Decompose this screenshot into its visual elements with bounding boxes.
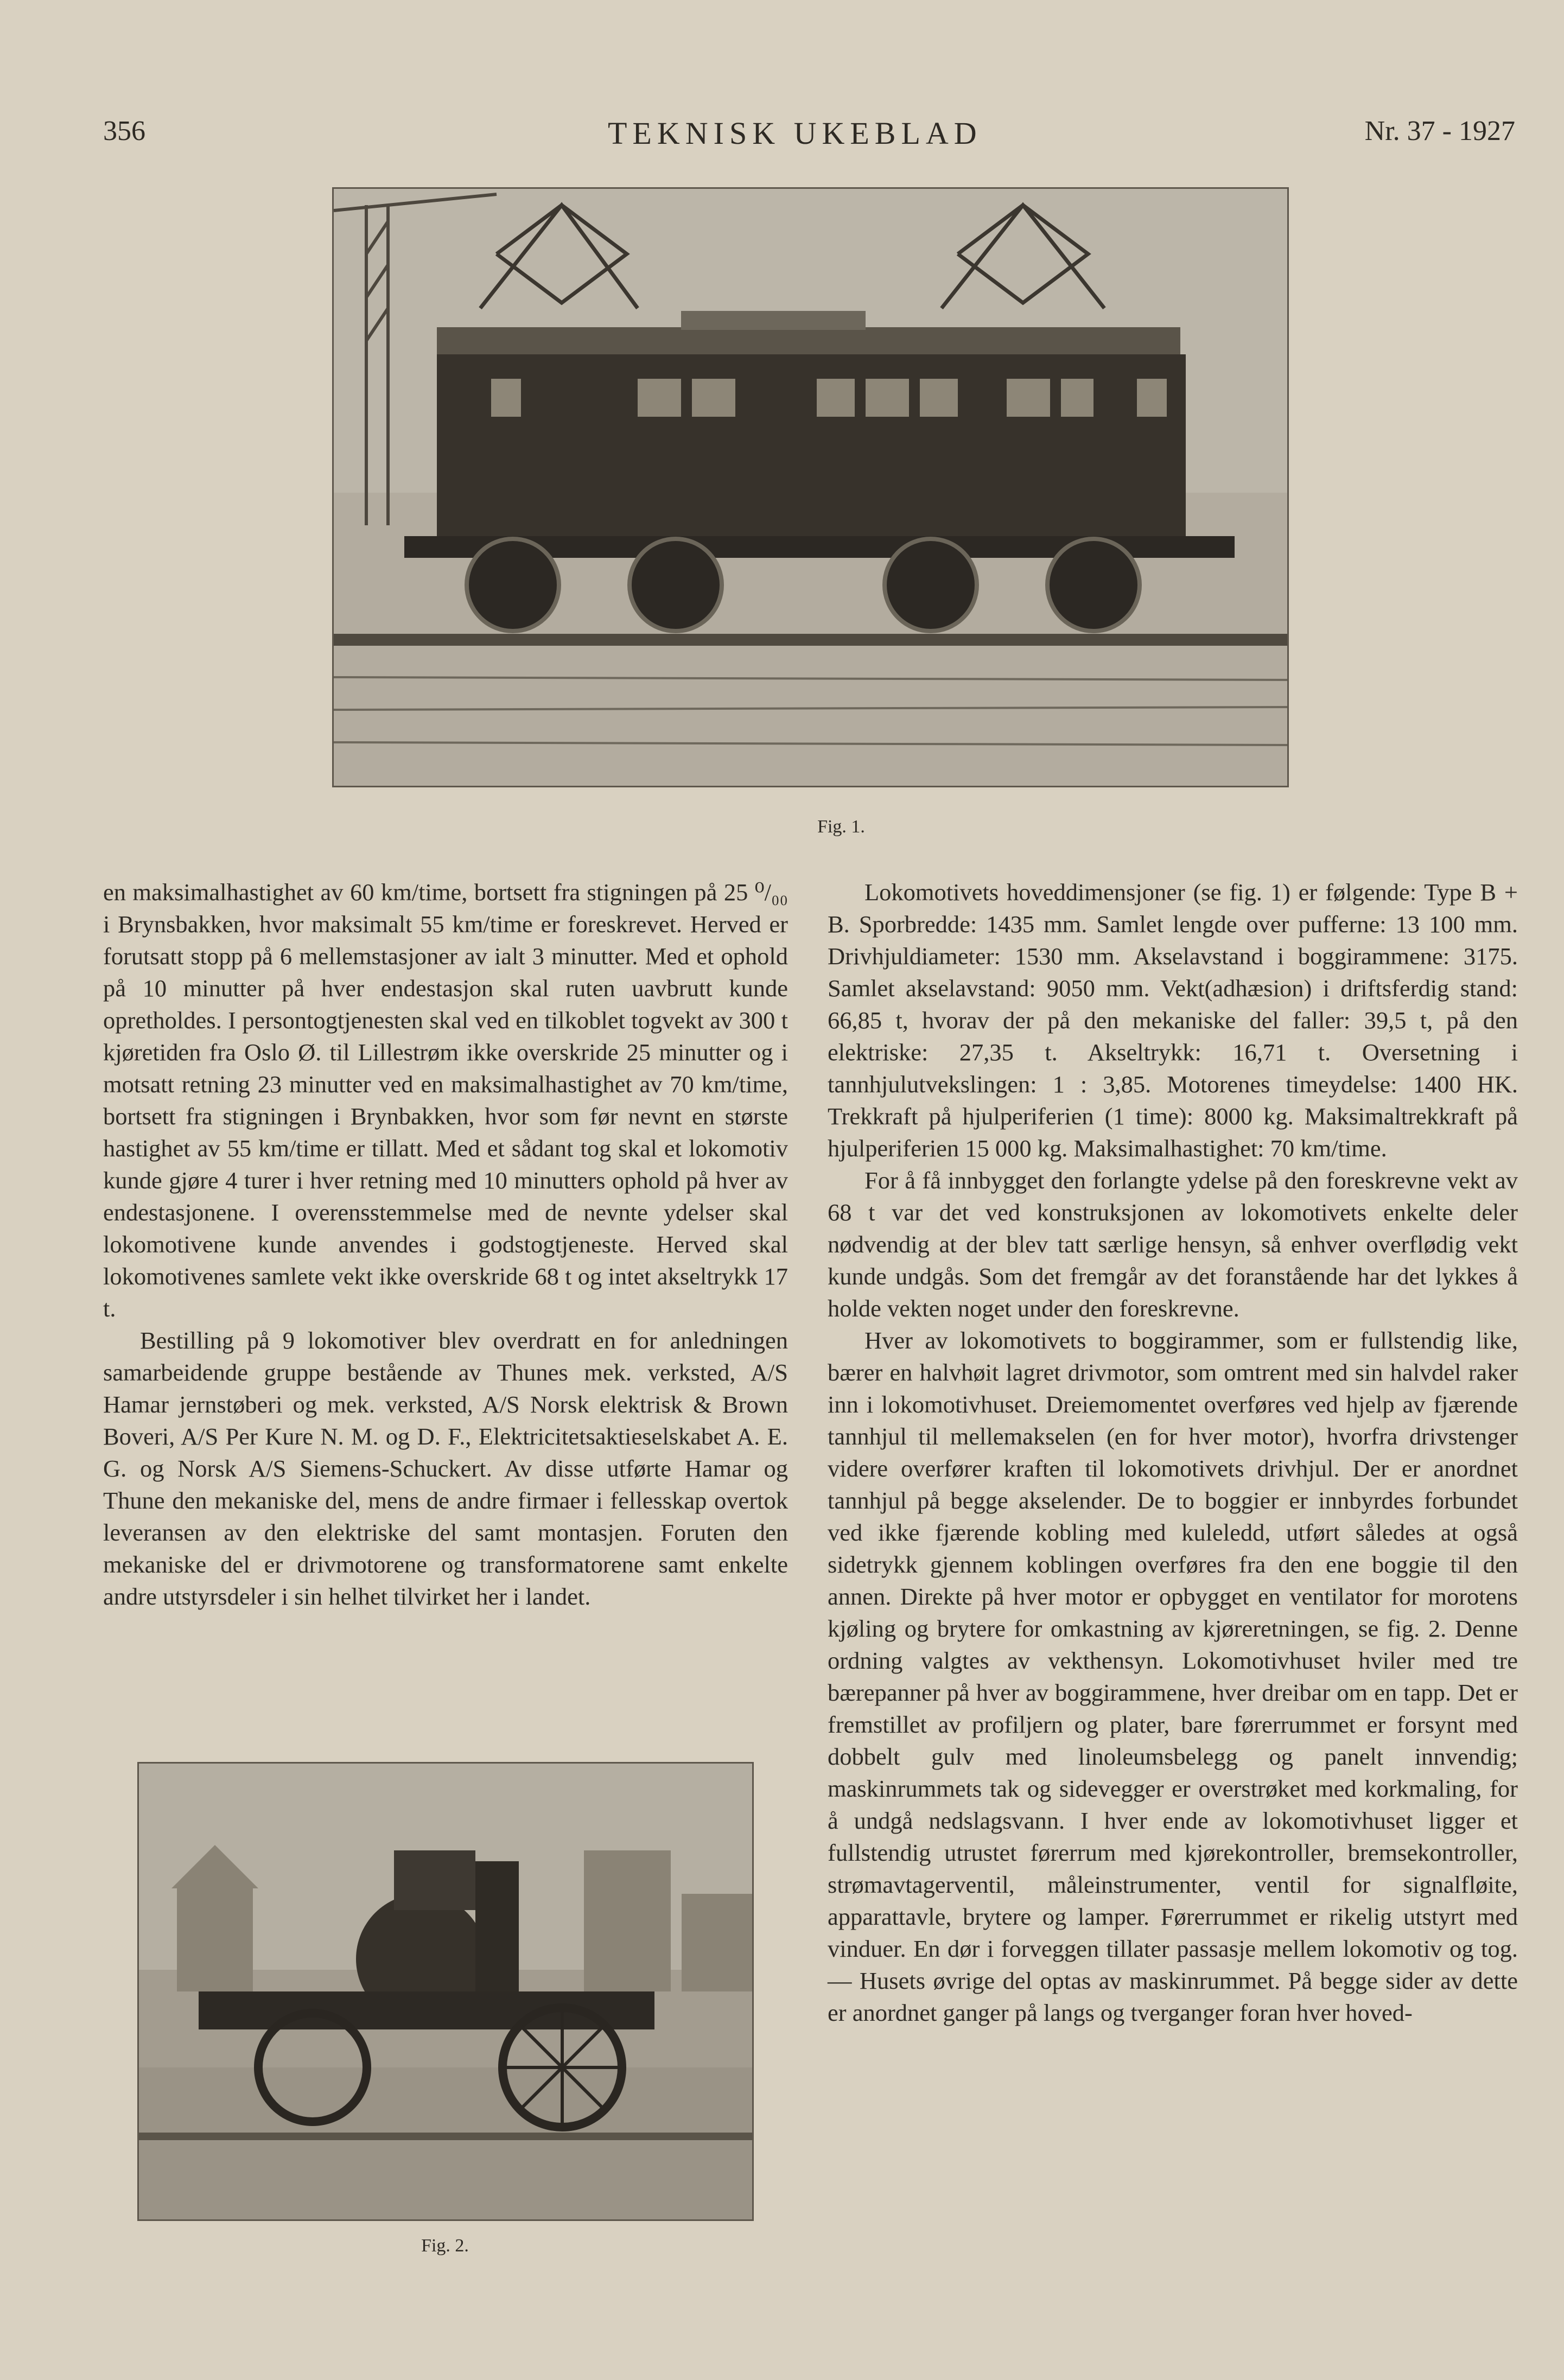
- figure-2-caption: Fig. 2.: [421, 2236, 469, 2256]
- bogie-illustration: [139, 1764, 752, 2219]
- left-paragraph-2: Bestilling på 9 lokomotiver blev overdratt en for anledningen samarbeidende gruppe bestående av Thunes mek. verksted, A/S Hamar jernstøberi og mek. verksted, A/S Norsk elektrisk & Brown Boveri, A/S Per Kure N. M. og D. F., Elektricitetsaktieselskabet A. E. G. og Norsk A/S Siemens-Schuckert. Av disse utførte Hamar og Thune den mekaniske del, mens de andre firmaer i fellesskap overtok leveransen av den elektriske del samt montasjen. Foruten den mekaniske del er drivmotorene og transformatorene samt enkelte andre utstyrsdeler i sin helhet tilvirket her i landet.: [103, 1327, 788, 1610]
- figure-1-caption: Fig. 1.: [817, 817, 865, 837]
- locomotive-photo: [332, 187, 1289, 787]
- right-column: [828, 876, 1518, 2029]
- right-paragraph-1: Lokomotivets hoveddimensjoner (se fig. 1) er følgende: Type B + B. Sporbredde: 1435 mm. Samlet lengde over pufferne: 13 100 mm. Drivhjuldiameter: 1530 mm. Akselavstand i boggirammene: 3175. Samlet akselavstand: 9050 mm. Vekt(adhæsion) i driftsferdig stand: 66,85 t, hvorav der på den mekaniske del faller: 39,5 t, på den elektriske: 27,35 t. Akseltrykk: 16,71 t. Oversetning i tannhjulutvekslingen: 1 : 3,85. Motorenes timeydelse: 1400 HK. Trekkraft på hjulperiferien (1 time): 8000 kg. Maksimaltrekkraft på hjulperiferien 15 000 kg. Maksimalhastighet: 70 km/time.: [828, 879, 1518, 1162]
- left-column: [103, 876, 788, 1613]
- locomotive-illustration: [334, 189, 1287, 786]
- left-paragraph-1: en maksimalhastighet av 60 km/time, bortsett fra stigningen på 25 ⁰/₀₀ i Brynsbakken, hvor maksimalt 55 km/time er foreskrevet. Herved er forutsatt stopp på 6 mellemstasjoner av ialt 3 minutter. Med et ophold på 10 minutter på hver endestasjon skal ruten uavbrutt kunde opretholdes. I persontogtjenesten skal ved en tilkoblet togvekt av 300 t kjøretiden fra Oslo Ø. til Lillestrøm ikke overskride 25 minutter og i motsatt retning 23 minutter ved en maksimalhastighet av 70 km/time, bortsett fra stigningen i Brynbakken, hvor som før nevnt en største hastighet av 55 km/time er tillatt. Med et sådant tog skal et lokomotiv kunde gjøre 4 turer i hver retning med 10 minutters ophold på hver av endestasjonene. I overensstemmelse med de nevnte ydelser skal lokomotivene kunde anvendes i godstogtjeneste. Herved skal lokomotivenes samlete vekt ikke overskride 68 t og intet akseltrykk 17 t.: [103, 879, 788, 1322]
- right-paragraph-2: For å få innbygget den forlangte ydelse på den foreskrevne vekt av 68 t var det ved konstruksjonen av lokomotivets enkelte deler nødvendig at der blev tatt særlige hensyn, så enhver overflødig vekt kunde undgås. Som det fremgår av det foranstående har det lykkes å holde vekten noget under den foreskrevne.: [828, 1167, 1518, 1322]
- issue-number: Nr. 37 - 1927: [1364, 116, 1515, 147]
- running-header: [103, 115, 1515, 153]
- page-number: 356: [103, 116, 145, 147]
- right-paragraph-3: Hver av lokomotivets to boggirammer, som er fullstendig like, bærer en halvhøit lagret drivmotor, som omtrent med sin halvdel raker inn i lokomotivhuset. Dreiemomentet overføres ved hjelp av fjærende tannhjul til mellemakselen (en for hver motor), hvorfra drivstenger videre overfører kraften til lokomotivets drivhjul. Der er anordnet tannhjul på begge akselender. De to boggier er innbyrdes forbundet ved ikke fjærende kobling med kuleledd, utført således at også sidetrykk gjennem koblingen overføres fra den ene boggie til den annen. Direkte på hver motor er opbygget en ventilator for morotens kjøling og brytere for omkastning av kjøreretningen, se fig. 2. Denne ordning valgtes av vekthensyn. Lokomotivhuset hviler med tre bærepanner på hver av boggirammene, hver dreibar om en tapp. Det er fremstillet av profiljern og plater, bare førerrummet er forsynt med dobbelt gulv med linoleumsbelegg og panelt innvendig; maskinrummets tak og sidevegger er overstrøket med korkmaling, for å undgå nedslagsvann. I hver ende av lokomotivhuset ligger et fullstendig utrustet førerrum med kjørekontroller, bremsekontroller, strømavtagerventil, måleinstrumenter, ventil for signalfløite, apparattavle, brytere og lamper. Førerrummet er rikelig utstyrt med vinduer. En dør i forveggen tillater passasje mellem lokomotiv og tog. — Husets øvrige del optas av maskinrummet. På begge sider av dette er anordnet ganger på langs og tverganger foran hver hoved-: [828, 1327, 1518, 2026]
- journal-title: TEKNISK UKEBLAD: [608, 116, 982, 151]
- bogie-photo: [137, 1762, 754, 2221]
